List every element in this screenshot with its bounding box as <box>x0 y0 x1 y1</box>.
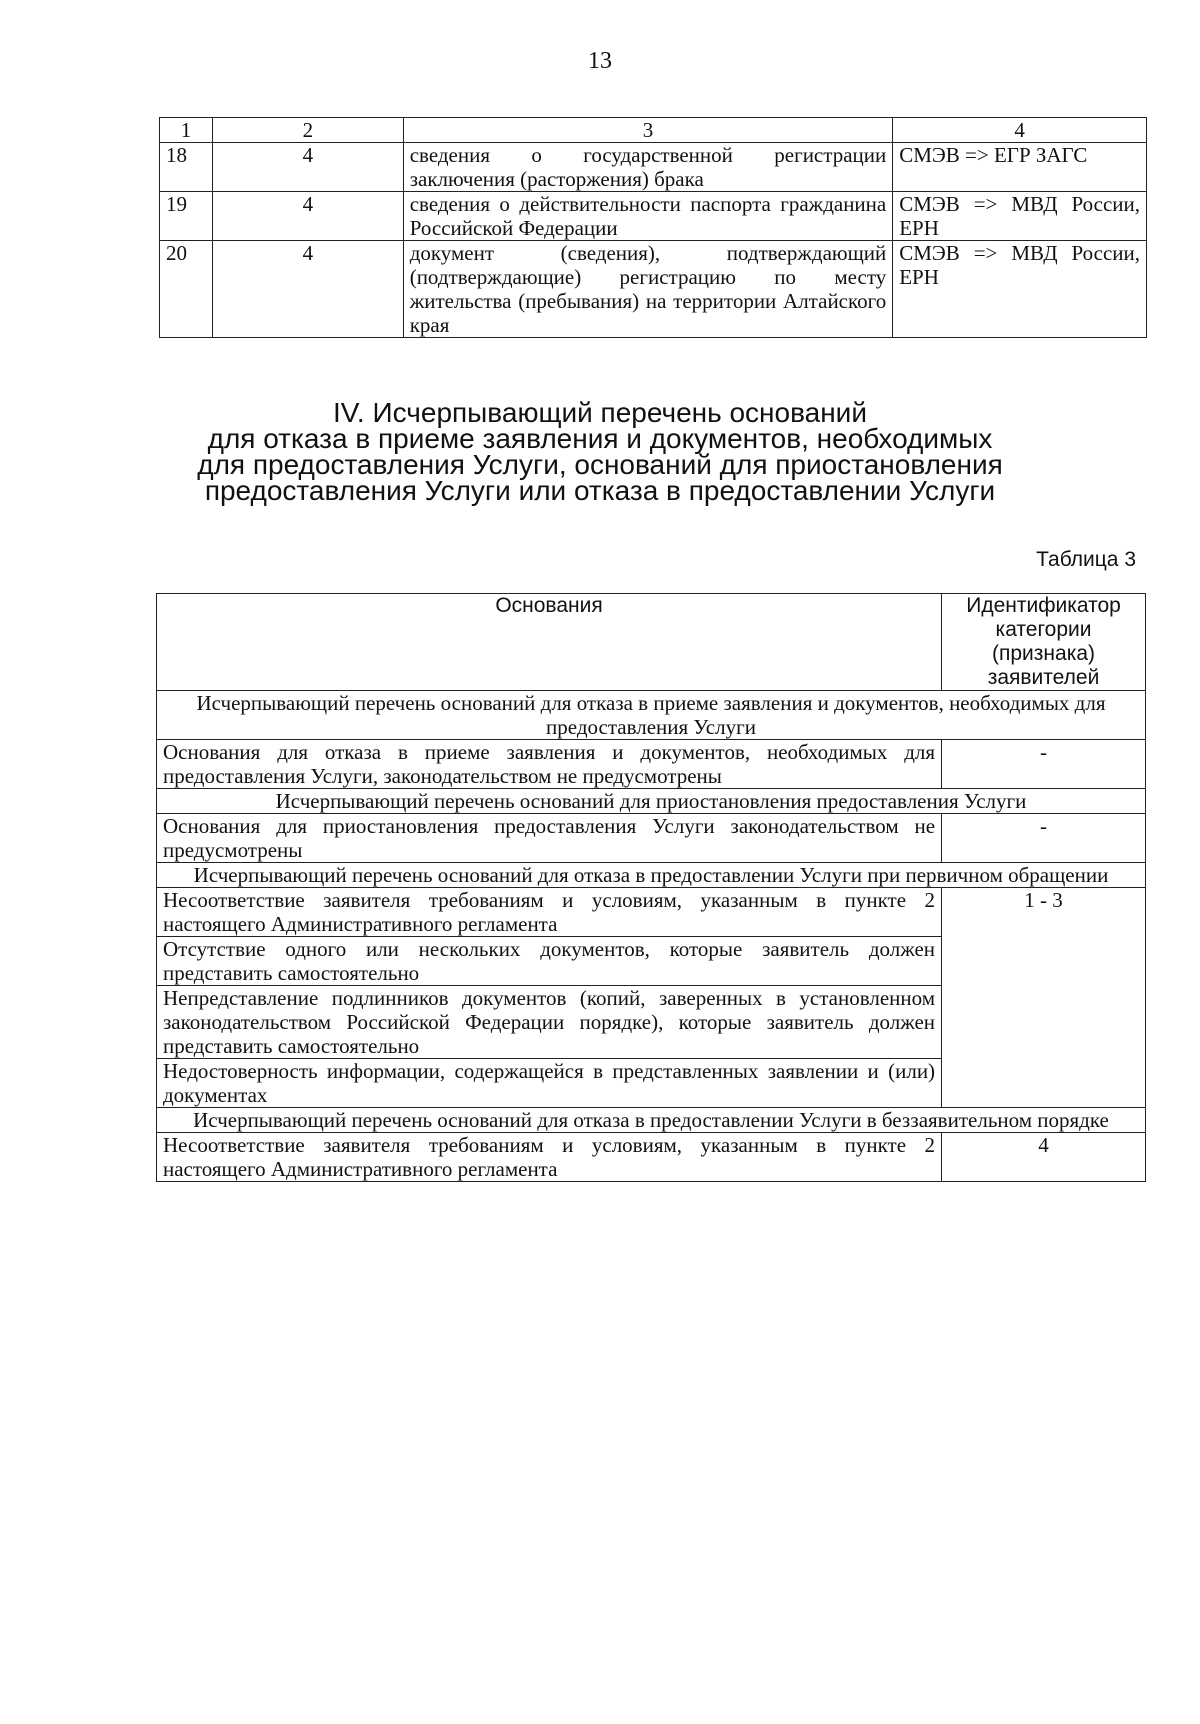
grounds-table <box>156 593 1146 1182</box>
document-name: сведения о действительности паспорта гражданина Российской Федерации <box>403 192 893 241</box>
section-row <box>157 789 1146 814</box>
heading-line: IV. Исчерпывающий перечень оснований <box>333 397 867 428</box>
column-number-1: 1 <box>160 118 213 143</box>
section-heading <box>0 397 1200 506</box>
section-title: Исчерпывающий перечень оснований для отказа в предоставлении Услуги в беззаявительном порядке <box>157 1108 1146 1133</box>
category-id: 4 <box>942 1133 1146 1182</box>
table-row <box>160 143 1147 192</box>
document-name: сведения о государственной регистрации заключения (расторжения) брака <box>403 143 893 192</box>
ground-text: Несоответствие заявителя требованиям и условиям, указанным в пункте 2 настоящего Административного регламента <box>157 888 942 937</box>
documents-table <box>159 117 1147 338</box>
ground-text: Несоответствие заявителя требованиям и условиям, указанным в пункте 2 настоящего Административного регламента <box>157 1133 942 1182</box>
column-number-3: 3 <box>403 118 893 143</box>
section-row <box>157 863 1146 888</box>
document-source: СМЭВ => ЕГР ЗАГС <box>893 143 1147 192</box>
table-row <box>157 888 1146 937</box>
row-number: 20 <box>160 241 213 338</box>
section-row <box>157 691 1146 740</box>
ground-text: Основания для приостановления предоставления Услуги законодательством не предусмотрены <box>157 814 942 863</box>
category-id: - <box>942 740 1146 789</box>
category-id: 4 <box>212 192 403 241</box>
section-row <box>157 1108 1146 1133</box>
table-row <box>157 740 1146 789</box>
ground-text: Непредставление подлинников документов (копий, заверенных в установленном законодательством Российской Федерации порядке), которые заявитель должен представить самостоятельно <box>157 986 942 1059</box>
table-row <box>160 241 1147 338</box>
table-caption: Таблица 3 <box>1036 548 1136 571</box>
column-number-2: 2 <box>212 118 403 143</box>
category-id: - <box>942 814 1146 863</box>
table-header-row <box>160 118 1147 143</box>
ground-text: Основания для отказа в приеме заявления и документов, необходимых для предоставления Услуги, законодательством не предусмотрены <box>157 740 942 789</box>
table-row <box>160 192 1147 241</box>
heading-line: для предоставления Услуги, оснований для приостановления <box>197 449 1003 480</box>
category-id: 4 <box>212 241 403 338</box>
column-header-identifier: Идентификатор категории (признака) заявителей <box>942 594 1146 691</box>
section-title: Исчерпывающий перечень оснований для приостановления предоставления Услуги <box>157 789 1146 814</box>
row-number: 18 <box>160 143 213 192</box>
document-source: СМЭВ => МВД России, ЕРН <box>893 192 1147 241</box>
page-number: 13 <box>588 48 612 74</box>
heading-line: предоставления Услуги или отказа в предоставлении Услуги <box>204 475 996 506</box>
heading-line: для отказа в приеме заявления и документов, необходимых <box>207 423 993 454</box>
row-number: 19 <box>160 192 213 241</box>
document-source: СМЭВ => МВД России, ЕРН <box>893 241 1147 338</box>
table-row <box>157 814 1146 863</box>
category-id: 4 <box>212 143 403 192</box>
section-title: Исчерпывающий перечень оснований для отказа в предоставлении Услуги при первичном обращении <box>157 863 1146 888</box>
section-title: Исчерпывающий перечень оснований для отказа в приеме заявления и документов, необходимых для предоставления Услуги <box>157 691 1146 740</box>
ground-text: Недостоверность информации, содержащейся в представленных заявлении и (или) документах <box>157 1059 942 1108</box>
table-row <box>157 1133 1146 1182</box>
table-header-row <box>157 594 1146 691</box>
column-number-4: 4 <box>893 118 1147 143</box>
category-id: 1 - 3 <box>942 888 1146 1108</box>
document-name: документ (сведения), подтверждающий (подтверждающие) регистрацию по месту жительства (пребывания) на территории Алтайского края <box>403 241 893 338</box>
ground-text: Отсутствие одного или нескольких документов, которые заявитель должен представить самостоятельно <box>157 937 942 986</box>
column-header-basis: Основания <box>157 594 942 691</box>
